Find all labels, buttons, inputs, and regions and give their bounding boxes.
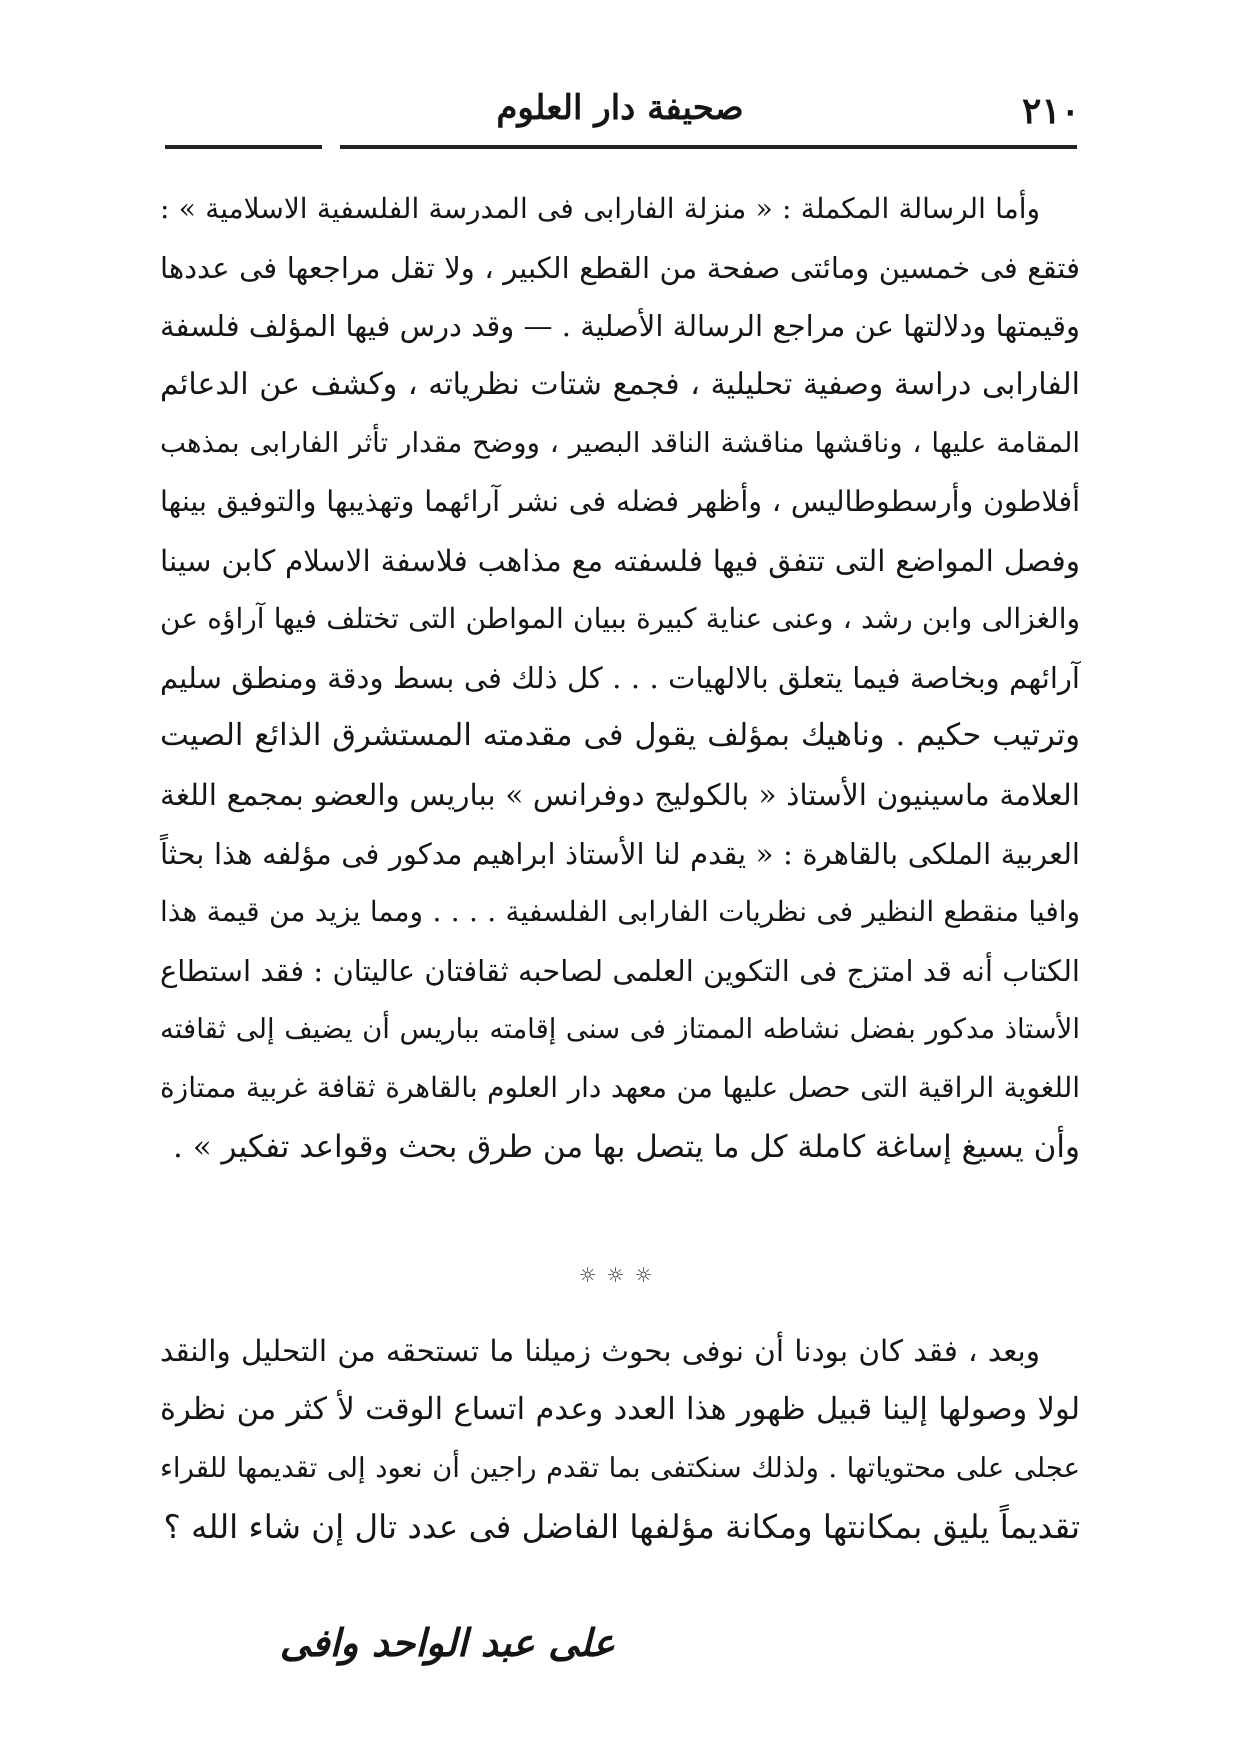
text-line: آرائهم وبخاصة فيما يتعلق بالالهيات . . . كل ذلك فى بسط ودقة ومنطق سليم xyxy=(160,660,1080,695)
header-rule xyxy=(165,145,1077,149)
text-line: لولا وصولها إلينا قبيل ظهور هذا العدد وعدم اتساع الوقت لأ كثر من نظرة xyxy=(160,1391,1080,1427)
text-line: وأما الرسالة المكملة : « منزلة الفارابى فى المدرسة الفلسفية الاسلامية » : xyxy=(160,192,1040,225)
running-title: صحيفة دار العلوم xyxy=(496,88,744,128)
paragraph-1 xyxy=(160,180,1080,1176)
text-line: الفارابى دراسة وصفية تحليلية ، فجمع شتات نظرياته ، وكشف عن الدعائم xyxy=(160,366,1080,402)
text-line: المقامة عليها ، وناقشها مناقشة الناقد البصير ، ووضح مقدار تأثر الفارابى بمذهب xyxy=(160,427,1080,460)
text-line: وفصل المواضع التى تتفق فيها فلسفته مع مذاهب فلاسفة الاسلام كابن سينا xyxy=(160,543,1080,578)
page-number: ٢١٠ xyxy=(1021,90,1080,132)
text-line: وقيمتها ودلالتها عن مراجع الرسالة الأصلية . — وقد درس فيها المؤلف فلسفة xyxy=(160,309,1080,344)
text-line: العلامة ماسينيون الأستاذ « بالكوليج دوفرانس » بباريس والعضو بمجمع اللغة xyxy=(160,777,1080,812)
text-line: الأستاذ مدكور بفضل نشاطه الممتاز فى سنى إقامته بباريس أن يضيف إلى ثقافته xyxy=(160,1013,1080,1046)
text-line: الكتاب أنه قد امتزج فى التكوين العلمى لصاحبه ثقافتان عاليتان : فقد استطاع xyxy=(160,953,1080,988)
text-line: والغزالى وابن رشد ، وعنى عناية كبيرة ببيان المواطن التى تختلف فيها آراؤه عن xyxy=(160,602,1080,636)
page-header xyxy=(160,82,1080,138)
text-line: تقديماً يليق بمكانتها ومكانة مؤلفها الفاضل فى عدد تال إن شاء الله ؟ xyxy=(163,1507,1080,1546)
text-line: عجلى على محتوياتها . ولذلك سنكتفى بما تقدم راجين أن نعود إلى تقديمها للقراء xyxy=(160,1452,1080,1485)
text-line: وأن يسيغ إساغة كاملة كل ما يتصل بها من طرق بحث وقواعد تفكير » . xyxy=(173,1128,1080,1165)
section-separator: ☼☼☼ xyxy=(578,1263,663,1287)
text-line: وترتيب حكيم . وناهيك بمؤلف يقول فى مقدمته المستشرق الذائع الصيت xyxy=(160,718,1080,754)
text-line: وافيا منقطع النظير فى نظريات الفارابى الفلسفية . . . . ومما يزيد من قيمة هذا xyxy=(160,895,1080,929)
text-line: فتقع فى خمسين ومائتى صفحة من القطع الكبير ، ولا تقل مراجعها فى عددها xyxy=(160,250,1080,285)
paragraph-2 xyxy=(160,1322,1080,1556)
text-line: أفلاطون وأرسطوطاليس ، وأظهر فضله فى نشر آرائهما وتهذيبها والتوفيق بينها xyxy=(160,484,1080,518)
author-signature: على عبد الواحد وافى xyxy=(279,1620,615,1665)
text-line: اللغوية الراقية التى حصل عليها من معهد دار العلوم بالقاهرة ثقافة غربية ممتازة xyxy=(160,1070,1080,1104)
text-line: وبعد ، فقد كان بودنا أن نوفى بحوث زميلنا ما تستحقه من التحليل والنقد xyxy=(160,1334,1040,1368)
header-rule-notch xyxy=(322,140,340,152)
text-line: العربية الملكى بالقاهرة : « يقدم لنا الأستاذ ابراهيم مدكور فى مؤلفه هذا بحثاً xyxy=(160,836,1080,871)
